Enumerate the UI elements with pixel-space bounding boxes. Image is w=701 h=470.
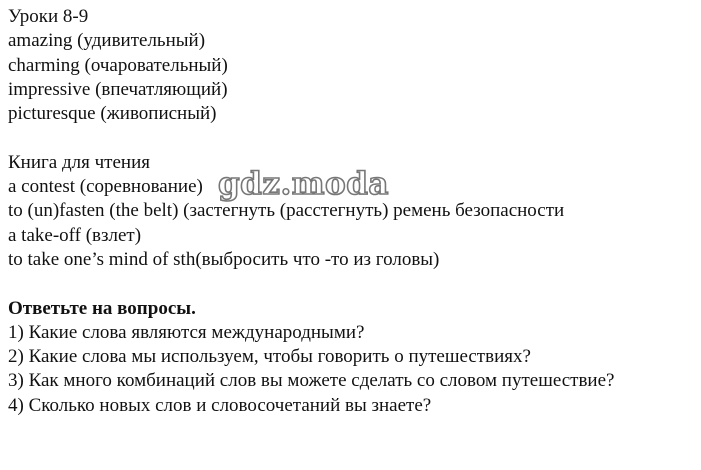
vocab-list (8, 29, 698, 126)
question-item: 2) Какие слова мы используем, чтобы говорить о путешествиях? (8, 346, 531, 368)
question-item: 3) Как много комбинаций слов вы можете сделать со словом путешествие? (8, 370, 615, 392)
reader-item: a take-off (взлет) (8, 224, 142, 246)
vocab-item: impressive (впечатляющий) (8, 78, 228, 100)
question-item: 1) Какие слова являются международными? (8, 321, 365, 343)
lesson-title: Уроки 8-9 (8, 6, 89, 27)
spacer (8, 126, 698, 150)
reader-heading: Книга для чтения (8, 151, 150, 173)
reader-item: to take one’s mind of sth(выбросить что -то из головы) (8, 248, 440, 270)
spacer (8, 272, 698, 296)
reader-item: a contest (соревнование) (8, 176, 203, 198)
watermark-logo: gdz.moda (218, 166, 389, 202)
questions-heading: Ответьте на вопросы. (8, 297, 196, 319)
questions-section (8, 297, 698, 418)
document-page (8, 5, 698, 418)
vocab-item: charming (очаровательный) (8, 54, 228, 76)
reader-item: to (un)fasten (the belt) (застегнуть (расстегнуть) ремень безопасности (8, 200, 565, 222)
vocab-item: picturesque (живописный) (8, 103, 217, 125)
vocab-item: amazing (удивительный) (8, 30, 206, 52)
question-item: 4) Сколько новых слов и словосочетаний вы знаете? (8, 394, 432, 416)
